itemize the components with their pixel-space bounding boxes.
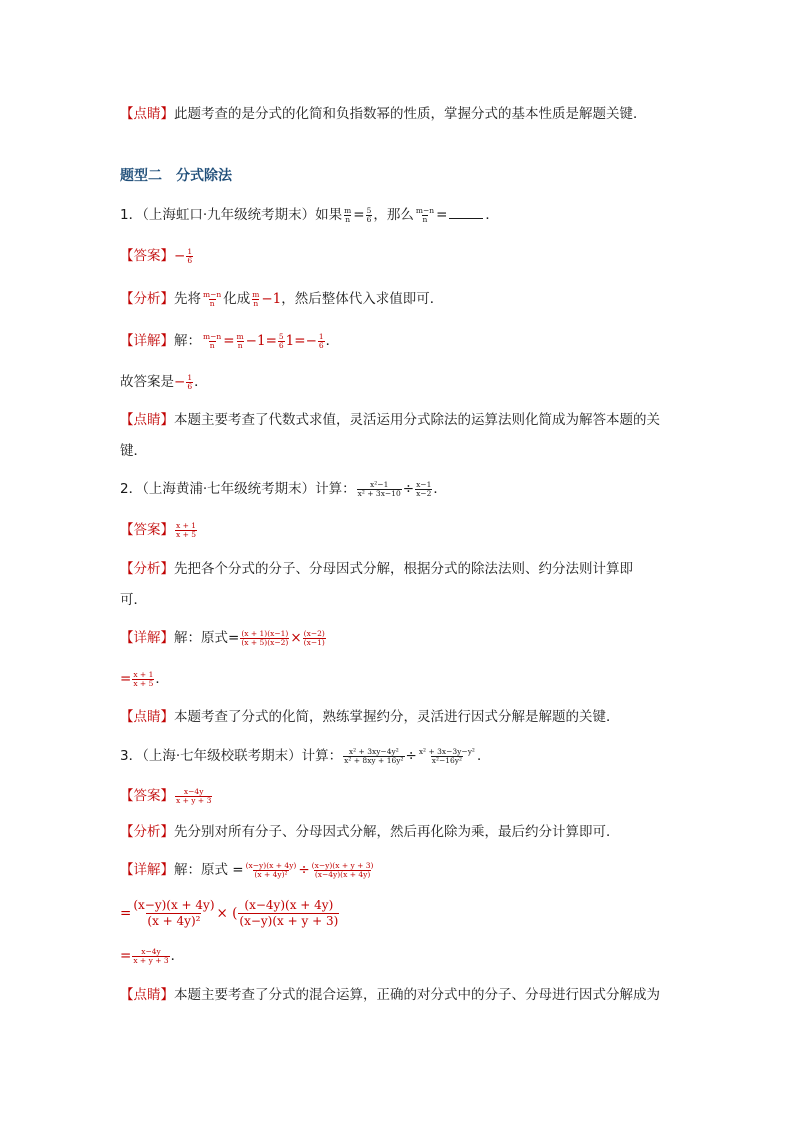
q1-d-f1-den: n (209, 340, 215, 350)
q2-stem (120, 479, 447, 499)
q1-conclusion-frac (186, 374, 193, 391)
analysis-tag: 【分析】 (120, 561, 174, 577)
q1-frac1-num: m (344, 205, 352, 215)
q1-dianjing-line2: 键． (120, 443, 147, 459)
q3-f2-den: x²−16y² (431, 755, 463, 765)
q1-frac3-num: m−n (415, 205, 435, 215)
q3-div: ÷ (405, 748, 417, 764)
answer-tag: 【答案】 (120, 248, 174, 264)
q2-step2-frac (132, 671, 154, 688)
dianjing-tag: 【点睛】 (120, 987, 174, 1003)
q2-frac2 (415, 481, 432, 498)
q1-d-eq1: = (223, 333, 235, 349)
q1-d-frac3 (278, 333, 285, 350)
q2-step2-end: ． (155, 671, 169, 687)
analysis-tag: 【分析】 (120, 824, 174, 840)
q1-d-frac4 (318, 333, 325, 350)
q3-s2-frac2 (238, 898, 339, 929)
q3-detail-a: 解：原式 = (174, 862, 244, 878)
q1-d-f1-num: m−n (203, 331, 222, 341)
q3-d-frac2 (311, 862, 375, 879)
q1-mid: ，那么 (373, 207, 414, 223)
q3-answer (120, 786, 213, 806)
q1-eq: = (353, 207, 365, 223)
q1-d-f2-num: m (236, 331, 244, 341)
q2-f2-den: x−2 (416, 488, 432, 498)
answer-tag: 【答案】 (120, 522, 174, 538)
q1-conclusion-sign: − (174, 374, 186, 390)
q1-answer-sign: − (174, 248, 186, 264)
analysis-tag: 【分析】 (120, 291, 174, 307)
q1-analysis-frac1 (202, 291, 222, 308)
dianjing-tag: 【点睛】 (120, 709, 174, 725)
q1-d-part: −1= (245, 333, 277, 349)
q1-conclusion-a: 故答案是 (120, 374, 174, 390)
q3-frac2 (418, 748, 476, 765)
q3-s2-f2-num: (x−4y)(x + 4y) (244, 898, 334, 912)
q2-step2 (120, 669, 169, 689)
q1-answer-frac (186, 248, 193, 265)
q2-d-f2-num: (x−2) (303, 628, 325, 638)
q3-stem-prefix: 3．（上海·七年级校联考期末）计算： (120, 748, 343, 764)
q3-dianjing-text: 本题主要考查了分式的混合运算，正确的对分式中的分子、分母进行因式分解成为 (174, 987, 660, 1003)
q1-d-part2: 1=− (285, 333, 317, 349)
q1-frac2-den: 6 (366, 214, 372, 224)
q1-stem-prefix: 1．（上海虹口·九年级统考期末）如果 (120, 207, 343, 223)
q1-frac1-den: n (345, 214, 351, 224)
q3-f1-num: x² + 3xy−4y² (348, 746, 399, 756)
detail-tag: 【详解】 (120, 630, 174, 646)
q1-analysis-f2-num: m (252, 289, 260, 299)
q1-frac3-den: n (422, 214, 428, 224)
detail-tag: 【详解】 (120, 333, 174, 349)
q3-stem (120, 746, 490, 766)
q1-conclusion-end: ． (194, 374, 208, 390)
dianjing-tag: 【点睛】 (120, 412, 174, 428)
q3-s2-times: × ( (216, 905, 238, 922)
q2-dianjing (120, 707, 620, 727)
q3-d-f1-num: (x−y)(x + 4y) (245, 860, 297, 870)
q3-answer-den: x + y + 3 (176, 795, 212, 805)
q1-analysis-b: 化成 (223, 291, 251, 307)
q3-step3-eq: = (120, 948, 132, 964)
q3-analysis-text: 先分别对所有分子、分母因式分解，然后再化除为乘，最后约分计算即可． (174, 824, 620, 840)
top-dianjing-text: 此题考查的是分式的化简和负指数幂的性质，掌握分式的基本性质是解题关键． (174, 106, 647, 122)
q3-div2: ÷ (298, 862, 310, 878)
dianjing-tag: 【点睛】 (120, 106, 174, 122)
section-title: 题型二 分式除法 (120, 168, 232, 184)
q1-end: ． (485, 207, 499, 223)
q2-answer-den: x + 5 (176, 529, 197, 539)
q2-d-f1-den: (x + 5)(x−2) (241, 637, 289, 647)
q3-step2 (120, 898, 340, 929)
q1-d-frac2 (236, 333, 245, 350)
q3-end: ． (476, 748, 491, 764)
q3-step3-frac (132, 948, 169, 965)
q2-f1-num: x²−1 (370, 479, 389, 489)
q3-step2-eq: = (120, 905, 132, 922)
q3-s3-end: ． (170, 948, 185, 964)
q3-f2-num: x² + 3x−3y−y² (418, 746, 475, 756)
q2-analysis-line1 (120, 559, 633, 579)
q3-s2-frac1 (132, 898, 215, 929)
q1-analysis-d: ，然后整体代入求值即可． (281, 291, 444, 307)
q3-step3 (120, 946, 184, 966)
q2-f1-den: x² + 3x−10 (357, 488, 401, 498)
q1-analysis-c: −1 (261, 291, 282, 307)
q3-s3-num: x−4y (141, 946, 161, 956)
answer-tag: 【答案】 (120, 788, 174, 804)
q1-d-f3-num: 5 (278, 331, 284, 341)
q1-answer-blank (449, 206, 483, 219)
q2-detail-a: 解：原式= (174, 630, 240, 646)
q1-answer-den: 6 (187, 255, 193, 265)
q1-eq2: = (436, 207, 448, 223)
q1-conclusion (120, 372, 208, 392)
q3-s2-f1-den: (x + 4y)² (147, 914, 201, 928)
q2-f2-num: x−1 (416, 479, 432, 489)
q2-frac1 (357, 481, 402, 498)
q1-dianjing-line1 (120, 410, 660, 430)
q1-frac2-num: 5 (366, 205, 372, 215)
top-dianjing-line (120, 104, 647, 124)
q1-detail (120, 331, 339, 351)
q1-answer (120, 246, 194, 266)
q2-div: ÷ (402, 481, 415, 497)
q1-dianjing-text1: 本题主要考查了代数式求值，灵活运用分式除法的运算法则化简成为解答本题的关 (174, 412, 660, 428)
q1-d-frac1 (202, 333, 222, 350)
q1-answer-num: 1 (187, 246, 193, 256)
q2-analysis-text1: 先把各个分式的分子、分母因式分解，根据分式的除法法则、约分法则计算即 (174, 561, 633, 577)
q2-answer (120, 520, 198, 540)
q2-stem-prefix: 2．（上海黄浦·七年级统考期末）计算： (120, 481, 356, 497)
q3-f1-den: x² + 8xy + 16y² (344, 755, 404, 765)
q2-end: ． (433, 481, 447, 497)
q3-analysis (120, 822, 620, 842)
q2-answer-frac (175, 522, 197, 539)
q3-d-f1-den: (x + 4y)² (254, 869, 288, 879)
q1-frac-mn-n (415, 207, 435, 224)
q1-conclusion-num: 1 (187, 372, 193, 382)
q1-frac-5-6 (366, 207, 373, 224)
q3-s2-f2-den: (x−y)(x + y + 3) (239, 914, 339, 928)
q2-d-frac1 (240, 630, 289, 647)
q2-dianjing-text: 本题考查了分式的化简，熟练掌握约分，灵活进行因式分解是解题的关键． (174, 709, 620, 725)
q1-d-f2-den: n (237, 340, 243, 350)
q3-d-f2-den: (x−4y)(x + 4y) (314, 869, 371, 879)
q2-d-frac2 (303, 630, 326, 647)
q3-d-f2-num: (x−y)(x + y + 3) (311, 860, 374, 870)
q3-dianjing (120, 985, 660, 1005)
q1-analysis (120, 289, 443, 309)
q2-d-f2-den: (x−1) (303, 637, 325, 647)
q3-d-frac1 (245, 862, 298, 879)
q1-frac-m-n (343, 207, 352, 224)
q1-d-f4-num: 1 (318, 331, 324, 341)
q2-analysis-line2: 可． (120, 592, 147, 608)
q3-detail (120, 860, 375, 880)
q1-d-f3-den: 6 (278, 340, 284, 350)
q1-conclusion-den: 6 (187, 381, 193, 391)
q2-step2-den: x + 5 (133, 678, 154, 688)
q2-times: × (290, 630, 302, 646)
q3-s2-f1-num: (x−y)(x + 4y) (133, 898, 215, 912)
q1-analysis-frac2 (251, 291, 260, 308)
q1-detail-a: 解： (174, 333, 201, 349)
q2-d-f1-num: (x + 1)(x−1) (241, 628, 289, 638)
q1-analysis-f2-den: n (253, 298, 259, 308)
q2-step2-num: x + 1 (133, 669, 154, 679)
q3-frac1 (343, 748, 404, 765)
q2-detail (120, 628, 327, 648)
q1-d-end: ． (325, 333, 340, 349)
q1-analysis-f1-num: m−n (203, 289, 222, 299)
q2-answer-num: x + 1 (176, 520, 197, 530)
detail-tag: 【详解】 (120, 862, 174, 878)
q1-analysis-f1-den: n (209, 298, 215, 308)
q1-stem (120, 205, 499, 225)
q1-d-f4-den: 6 (318, 340, 324, 350)
q3-s3-den: x + y + 3 (133, 955, 169, 965)
q2-step2-eq: = (120, 671, 132, 687)
q1-analysis-a: 先将 (174, 291, 201, 307)
q3-answer-frac (175, 788, 212, 805)
q3-answer-num: x−4y (183, 786, 204, 796)
